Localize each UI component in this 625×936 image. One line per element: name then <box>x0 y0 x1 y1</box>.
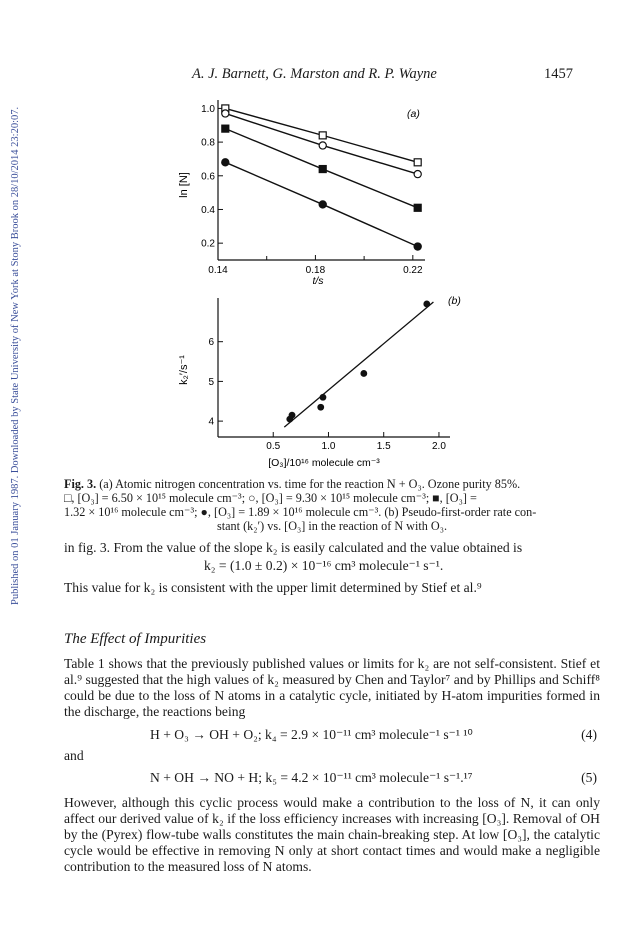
equation-4: H + O₃ → OH + O₂; k₄ = 2.9 × 10⁻¹¹ cm³ molecule⁻¹ s⁻¹ ¹⁰ <box>150 727 473 742</box>
panel-a-label: (a) <box>407 108 420 120</box>
panel-b-point <box>360 370 367 377</box>
figure-caption <box>64 477 600 533</box>
panel-a-point <box>319 132 326 139</box>
panel-b-xtick-label: 1.0 <box>321 441 336 452</box>
panel-b-ytick-label: 4 <box>208 416 214 428</box>
panel-b-point <box>317 404 324 411</box>
paragraph-4: However, although this cyclic process would make a contribution to the loss of N, it can only affect our derived value of k₂ if the loss efficiency increases with increasing [O₃]. Removal of OH by the (Pyrex) flow-tube walls constitutes the main chain-breaking step. At low [O₃], the catalytic cycle would be effective in removing N only at short contact times and would make a negligible contribution to the measured loss of N atoms. <box>64 795 600 874</box>
panel-a-point <box>319 142 326 149</box>
panel-b-point <box>289 412 296 419</box>
panel-b-label: (b) <box>448 295 461 307</box>
caption-line-1: (a) Atomic nitrogen concentration vs. time for the reaction N + O₃. Ozone purity 85%. <box>99 477 521 491</box>
panel-a-xtick-label: 0.14 <box>208 265 228 276</box>
caption-lead: Fig. 3. <box>64 477 97 491</box>
panel-a-ytick-label: 0.8 <box>201 137 215 149</box>
panel-a-ytick-label: 0.2 <box>201 238 215 250</box>
panel-b <box>208 298 450 452</box>
panel-a-ytick-label: 1.0 <box>201 103 215 115</box>
caption-line-3: 1.32 × 10¹⁶ molecule cm⁻³; ●, [O₃] = 1.89 × 10¹⁶ molecule cm⁻³. (b) Pseudo-first-order rate con- <box>64 505 537 519</box>
paragraph-1: in fig. 3. From the value of the slope k₂ is easily calculated and the value obtained is <box>64 540 523 555</box>
paragraph-2: This value for k₂ is consistent with the upper limit determined by Stief et al.⁹ <box>64 580 482 595</box>
caption-line-2: □, [O₃] = 6.50 × 10¹⁵ molecule cm⁻³; ○, [O₃] = 9.30 × 10¹⁵ molecule cm⁻³; ■, [O₃] = <box>64 491 477 505</box>
panel-a-xlabel: t/s <box>312 275 324 287</box>
caption-line-4: stant (k₂′) vs. [O₃] in the reaction of N with O₃. <box>217 519 447 533</box>
panel-a-point <box>222 110 229 117</box>
panel-a-ytick-label: 0.6 <box>201 171 215 183</box>
panel-b-ylabel: k₂′/s⁻¹ <box>178 355 190 385</box>
panel-b-point <box>423 301 430 308</box>
equation-5-number: (5) <box>581 770 597 785</box>
paragraph-3: Table 1 shows that the previously published values or limits for k₂ are not self-consistent. Stief et al.⁹ suggested that the high values of k₂ measured by Chen and Taylor⁷ and by Phillips and Schiff⁸ could be due to the loss of N atoms in a catalytic cycle, initiated by H-atom impurities formed in the discharge, the reactions being <box>64 656 600 719</box>
running-header-authors: A. J. Barnett, G. Marston and R. P. Wayne <box>192 66 437 82</box>
panel-b-ytick-label: 6 <box>208 337 214 349</box>
panel-a-point <box>222 125 229 132</box>
equation-4-number: (4) <box>581 727 597 742</box>
panel-a-ytick-label: 0.4 <box>201 204 215 216</box>
panel-b-xtick-label: 2.0 <box>431 441 446 452</box>
panel-a-point <box>319 201 326 208</box>
panel-b-ytick-label: 5 <box>208 376 214 388</box>
panel-a-point <box>414 171 421 178</box>
panel-b-xtick-label: 1.5 <box>376 441 391 452</box>
equation-k2: k₂ = (1.0 ± 0.2) × 10⁻¹⁶ cm³ molecule⁻¹ s⁻¹. <box>204 558 444 573</box>
equation-5: N + OH → NO + H; k₅ = 4.2 × 10⁻¹¹ cm³ molecule⁻¹ s⁻¹.¹⁷ <box>150 770 473 785</box>
panel-a-point <box>319 166 326 173</box>
panel-a-point <box>414 243 421 250</box>
panel-b-point <box>320 394 327 401</box>
panel-a-point <box>414 204 421 211</box>
section-title: The Effect of Impurities <box>64 631 207 647</box>
and-text: and <box>64 748 84 763</box>
panel-a-point <box>222 159 229 166</box>
panel-a-point <box>414 159 421 166</box>
panel-a-ylabel: ln [N] <box>178 172 190 198</box>
download-notice: Published on 01 January 1987. Downloaded by State University of New York at Stony Brook on 28/10/2014 23:20:07. <box>10 106 21 605</box>
panel-a <box>201 100 425 276</box>
panel-a-xtick-label: 0.18 <box>305 265 326 276</box>
panel-b-xtick-label: 0.5 <box>266 441 281 452</box>
panel-b-xlabel: [O₃]/10¹⁶ molecule cm⁻³ <box>268 457 380 469</box>
panel-a-xtick-label: 0.22 <box>403 265 423 276</box>
panel-b-fit-line <box>284 302 433 427</box>
page-number: 1457 <box>544 66 573 82</box>
